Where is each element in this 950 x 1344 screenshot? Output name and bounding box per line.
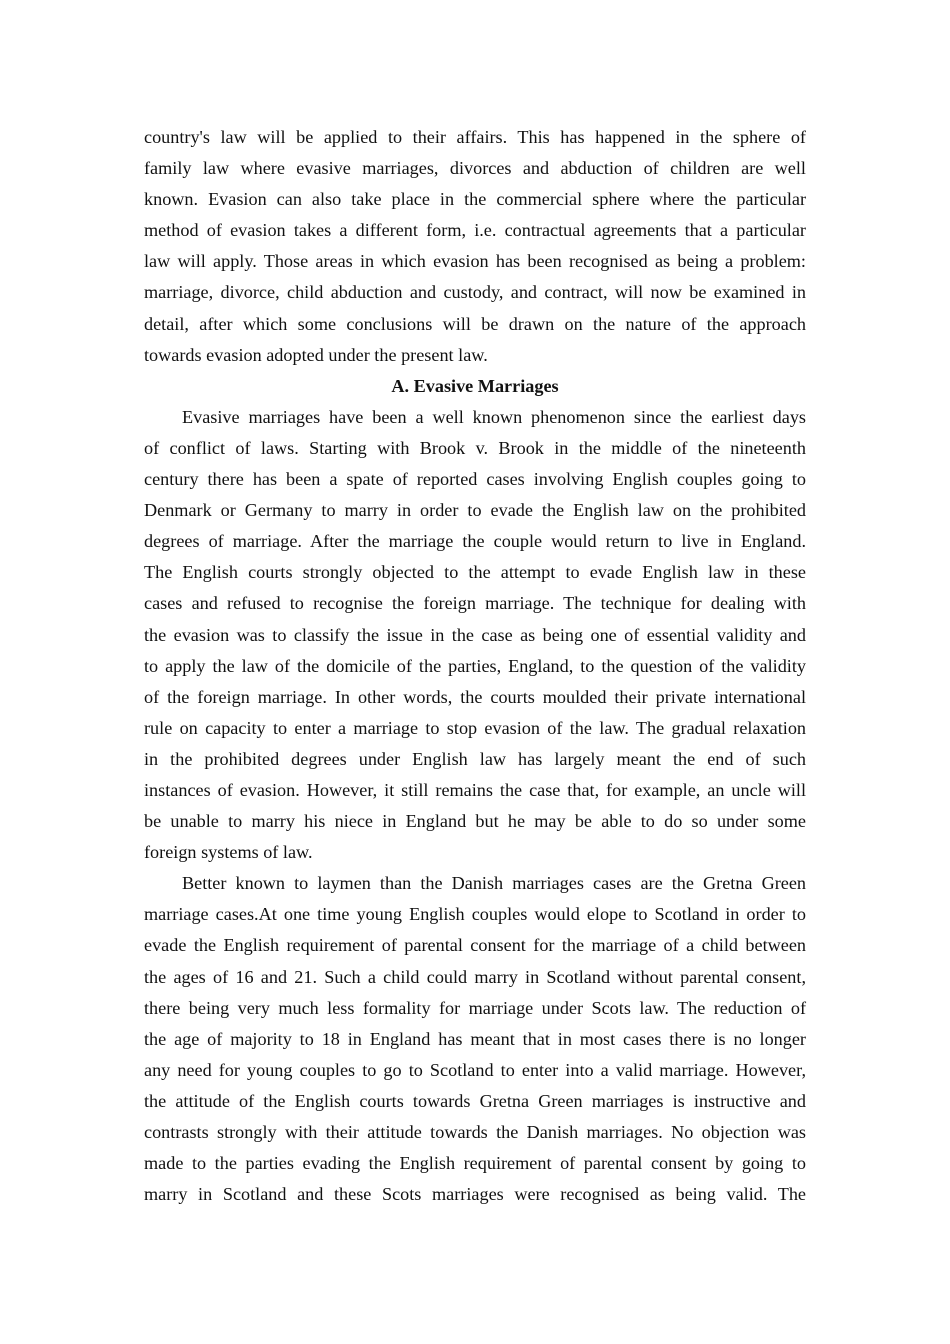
text-line: rule on capacity to enter a marriage to stop evasion of the law. The gradual relaxation	[144, 717, 806, 738]
text-line: of the foreign marriage. In other words, the courts moulded their private international	[144, 686, 806, 707]
text-line: method of evasion takes a different form, i.e. contractual agreements that a particular	[144, 220, 806, 241]
text-line: marriage, divorce, child abduction and custody, and contract, will now be examined in	[144, 282, 806, 303]
text-line: in the prohibited degrees under English law has largely meant the end of such	[144, 748, 806, 769]
paragraph-gretna-green	[144, 870, 806, 1212]
text-line: foreign systems of law.	[144, 842, 313, 863]
text-line: the attitude of the English courts towards Gretna Green marriages is instructive and	[144, 1090, 806, 1111]
text-line: be unable to marry his niece in England but he may be able to do so under some	[144, 811, 806, 832]
text-line: marriage cases.At one time young English couples would elope to Scotland in order to	[144, 904, 806, 925]
text-line: the evasion was to classify the issue in the case as being one of essential validity and	[144, 624, 806, 645]
text-line: Better known to laymen than the Danish marriages cases are the Gretna Green	[182, 873, 806, 894]
text-line: detail, after which some conclusions will be drawn on the nature of the approach	[144, 313, 806, 334]
text-line: there being very much less formality for marriage under Scots law. The reduction of	[144, 997, 806, 1018]
text-line: country's law will be applied to their affairs. This has happened in the sphere of	[144, 127, 806, 147]
text-line: marry in Scotland and these Scots marriages were recognised as being valid. The	[144, 1184, 806, 1205]
text-line: of conflict of laws. Starting with Brook v. Brook in the middle of the nineteenth	[144, 437, 806, 458]
text-line: Evasive marriages have been a well known phenomenon since the earliest days	[182, 406, 806, 427]
text-line: law will apply. Those areas in which evasion has been recognised as being a problem:	[144, 251, 806, 272]
text-line: instances of evasion. However, it still remains the case that, for example, an uncle will	[144, 779, 806, 800]
paragraph-intro	[144, 124, 806, 373]
text-line: degrees of marriage. After the marriage the couple would return to live in England.	[144, 531, 806, 552]
text-line: the age of majority to 18 in England has meant that in most cases there is no longer	[144, 1028, 806, 1049]
text-line: any need for young couples to go to Scotland to enter into a valid marriage. However,	[144, 1059, 806, 1080]
text-line: to apply the law of the domicile of the parties, England, to the question of the validity	[144, 655, 806, 676]
text-line: cases and refused to recognise the foreign marriage. The technique for dealing with	[144, 593, 806, 614]
text-line: century there has been a spate of reported cases involving English couples going to	[144, 469, 806, 490]
text-line: towards evasion adopted under the present law.	[144, 344, 488, 365]
text-line: the ages of 16 and 21. Such a child could marry in Scotland without parental consent,	[144, 966, 806, 987]
text-line: known. Evasion can also take place in the commercial sphere where the particular	[144, 189, 806, 210]
text-line: Denmark or Germany to marry in order to evade the English law on the prohibited	[144, 500, 806, 521]
paragraph-danish-marriages	[144, 404, 806, 870]
section-heading: A. Evasive Marriages	[391, 375, 559, 396]
text-line: contrasts strongly with their attitude towards the Danish marriages. No objection was	[144, 1122, 806, 1142]
body-text	[144, 124, 806, 1212]
text-line: The English courts strongly objected to the attempt to evade English law in these	[144, 562, 806, 583]
text-line: evade the English requirement of parental consent for the marriage of a child between	[144, 935, 806, 956]
text-line: made to the parties evading the English requirement of parental consent by going to	[144, 1153, 806, 1174]
text-line: family law where evasive marriages, divorces and abduction of children are well	[144, 158, 806, 179]
